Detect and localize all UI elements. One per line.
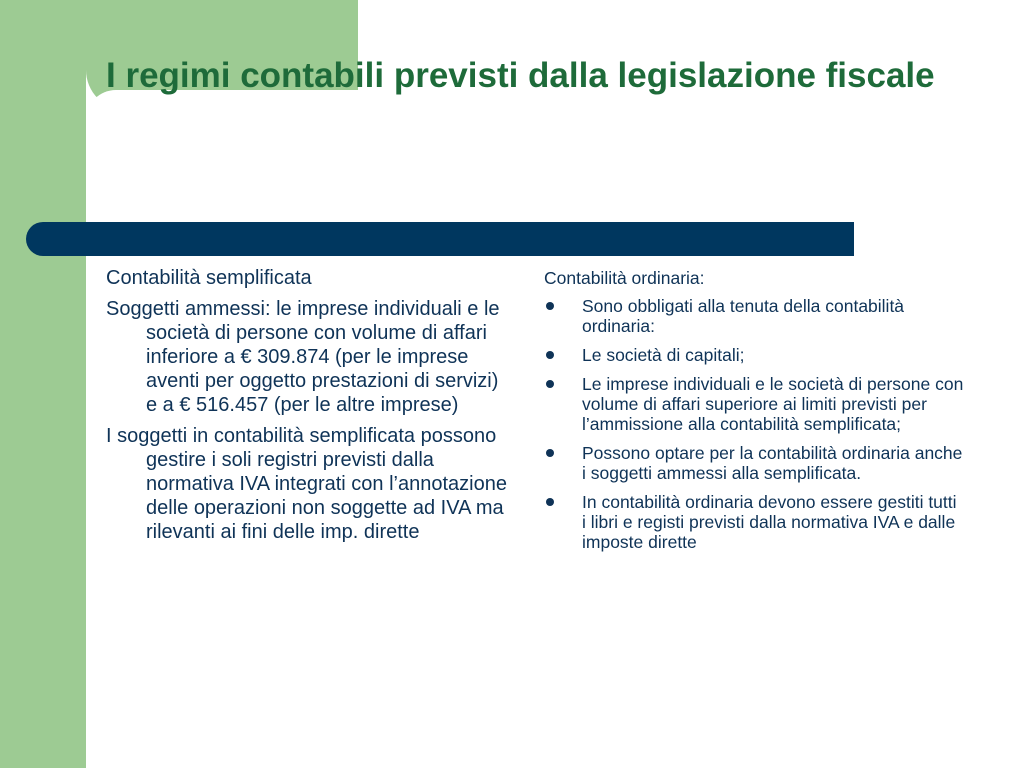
bullet-dot-icon xyxy=(546,449,554,457)
bullet-text: Le società di capitali; xyxy=(582,345,745,365)
right-column-heading: Contabilità ordinaria: xyxy=(544,268,705,288)
left-paragraph: Soggetti ammessi: le imprese individuali e le società di persone con volume di affari inferiore a € 309.874 (per le imprese aventi per oggetto prestazioni di servizi) e a € 516.457 (per le altre imprese) xyxy=(106,298,500,416)
slide-title: I regimi contabili previsti dalla legislazione fiscale xyxy=(106,56,935,95)
left-column xyxy=(106,266,510,551)
title-underline-bar xyxy=(26,222,854,256)
bullet-item xyxy=(544,374,964,434)
bullet-text: Sono obbligati alla tenuta della contabilità ordinaria: xyxy=(582,296,905,336)
left-paragraph: Contabilità semplificata xyxy=(106,267,312,289)
bullet-item xyxy=(544,296,964,336)
left-decor-band xyxy=(0,0,86,768)
bullet-item xyxy=(544,492,964,552)
bullet-list xyxy=(544,296,964,552)
bullet-dot-icon xyxy=(546,498,554,506)
bullet-item xyxy=(544,345,964,365)
left-paragraph: I soggetti in contabilità semplificata possono gestire i soli registri previsti dalla normativa IVA integrati con l’annotazione delle operazioni non soggette ad IVA ma rilevanti ai fini delle imp. dirette xyxy=(106,425,507,543)
bullet-dot-icon xyxy=(546,302,554,310)
bullet-dot-icon xyxy=(546,380,554,388)
bullet-text: Possono optare per la contabilità ordinaria anche i soggetti ammessi alla semplificata. xyxy=(582,443,963,483)
right-column xyxy=(544,268,964,561)
bullet-dot-icon xyxy=(546,351,554,359)
bullet-text: Le imprese individuali e le società di persone con volume di affari superiore ai limiti previsti per l’ammissione alla contabilità semplificata; xyxy=(582,374,964,434)
bullet-text: In contabilità ordinaria devono essere gestiti tutti i libri e registi previsti dalla normativa IVA e dalle imposte dirette xyxy=(582,492,957,552)
bullet-item xyxy=(544,443,964,483)
